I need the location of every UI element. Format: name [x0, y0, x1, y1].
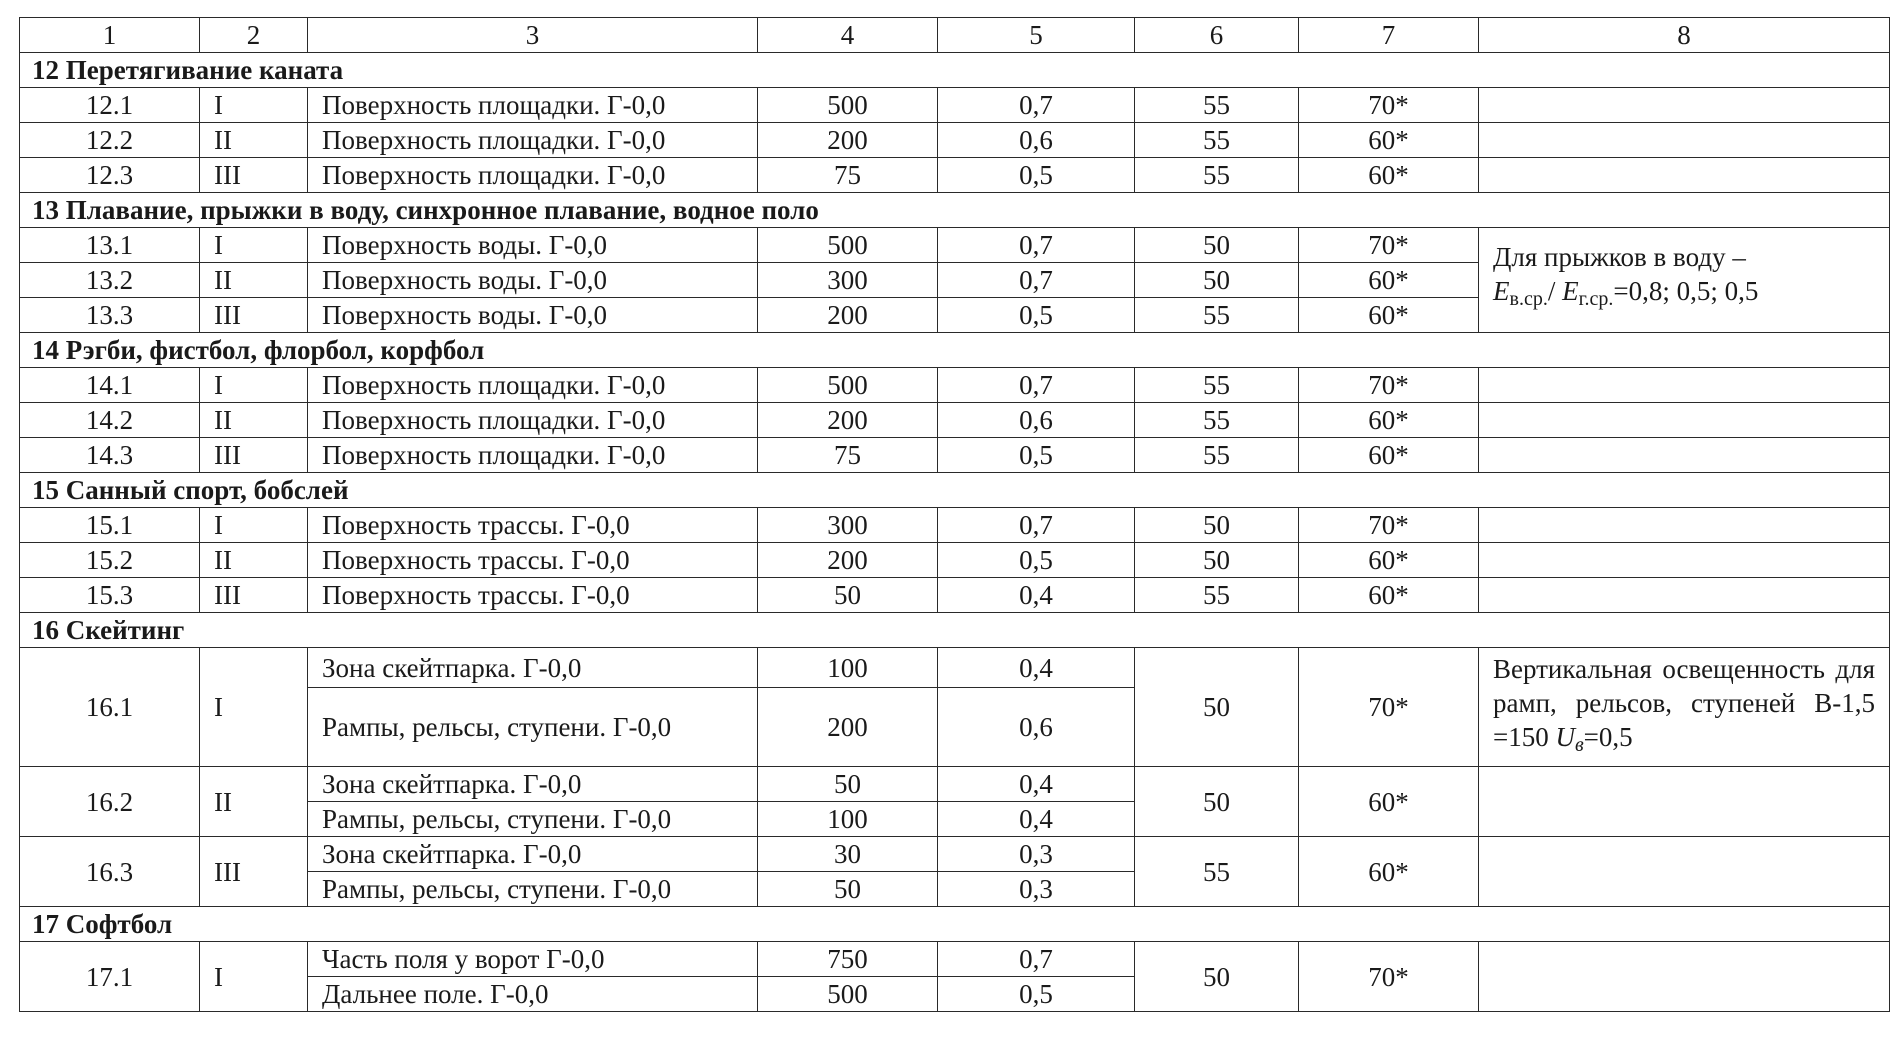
value-cell-4: 100	[758, 648, 938, 688]
description-cell: Поверхность воды. Г-0,0	[308, 263, 758, 298]
value-cell-6: 50	[1135, 543, 1299, 578]
value-cell-6: 55	[1135, 837, 1299, 907]
value-cell-4: 200	[758, 688, 938, 767]
value-cell-4: 75	[758, 438, 938, 473]
e-symbol: E	[1562, 276, 1579, 306]
item-number: 12.1	[20, 88, 200, 123]
header-cell: 8	[1479, 18, 1890, 53]
item-number: 15.1	[20, 508, 200, 543]
value-cell-6: 55	[1135, 578, 1299, 613]
class-cell: I	[200, 508, 308, 543]
value-cell-6: 55	[1135, 298, 1299, 333]
table-row	[20, 228, 1890, 263]
value-cell-5: 0,3	[938, 837, 1135, 872]
table-row	[20, 648, 1890, 688]
table-row	[20, 438, 1890, 473]
value-cell-4: 300	[758, 508, 938, 543]
section-heading-row	[20, 53, 1890, 88]
item-number: 15.2	[20, 543, 200, 578]
description-cell: Поверхность площадки. Г-0,0	[308, 158, 758, 193]
section-heading-row	[20, 907, 1890, 942]
header-cell: 3	[308, 18, 758, 53]
description-cell: Поверхность трассы. Г-0,0	[308, 543, 758, 578]
class-cell: III	[200, 158, 308, 193]
ratio-values: =0,8; 0,5; 0,5	[1613, 276, 1759, 306]
value-cell-5: 0,4	[938, 578, 1135, 613]
table-row	[20, 767, 1890, 802]
header-cell: 4	[758, 18, 938, 53]
class-cell: I	[200, 368, 308, 403]
item-number: 12.3	[20, 158, 200, 193]
value-cell-6: 50	[1135, 263, 1299, 298]
u-symbol: U	[1555, 722, 1575, 752]
table-row	[20, 88, 1890, 123]
u-subscript: в	[1574, 734, 1584, 756]
header-cell: 1	[20, 18, 200, 53]
description-cell: Поверхность воды. Г-0,0	[308, 228, 758, 263]
note-cell	[1479, 543, 1890, 578]
value-cell-5: 0,4	[938, 648, 1135, 688]
value-cell-7: 60*	[1299, 158, 1479, 193]
item-number: 14.1	[20, 368, 200, 403]
note-cell	[1479, 942, 1890, 1012]
value-cell-4: 300	[758, 263, 938, 298]
value-cell-5: 0,3	[938, 872, 1135, 907]
item-number: 15.3	[20, 578, 200, 613]
value-cell-7: 70*	[1299, 88, 1479, 123]
class-cell: I	[200, 88, 308, 123]
note-cell	[1479, 767, 1890, 837]
value-cell-5: 0,7	[938, 508, 1135, 543]
item-number: 14.3	[20, 438, 200, 473]
class-cell: I	[200, 228, 308, 263]
description-cell: Часть поля у ворот Г-0,0	[308, 942, 758, 977]
value-cell-6: 50	[1135, 767, 1299, 837]
description-cell: Зона скейтпарка. Г-0,0	[308, 648, 758, 688]
class-cell: III	[200, 438, 308, 473]
diving-note-line1: Для прыжков в воду –	[1493, 242, 1746, 272]
value-cell-6: 50	[1135, 508, 1299, 543]
value-cell-7: 60*	[1299, 438, 1479, 473]
value-cell-7: 70*	[1299, 508, 1479, 543]
description-cell: Рампы, рельсы, ступени. Г-0,0	[308, 802, 758, 837]
class-cell: I	[200, 648, 308, 767]
value-cell-4: 750	[758, 942, 938, 977]
value-cell-4: 500	[758, 368, 938, 403]
value-cell-4: 30	[758, 837, 938, 872]
value-cell-5: 0,5	[938, 438, 1135, 473]
section-heading-row	[20, 473, 1890, 508]
item-number: 16.2	[20, 767, 200, 837]
class-cell: II	[200, 543, 308, 578]
note-cell	[1479, 88, 1890, 123]
value-cell-5: 0,7	[938, 228, 1135, 263]
value-cell-4: 100	[758, 802, 938, 837]
table-row	[20, 158, 1890, 193]
value-cell-4: 50	[758, 578, 938, 613]
description-cell: Поверхность площадки. Г-0,0	[308, 88, 758, 123]
note-cell	[1479, 123, 1890, 158]
table-row	[20, 543, 1890, 578]
value-cell-5: 0,5	[938, 977, 1135, 1012]
item-number: 16.3	[20, 837, 200, 907]
value-cell-4: 200	[758, 123, 938, 158]
description-cell: Зона скейтпарка. Г-0,0	[308, 767, 758, 802]
note-cell	[1479, 837, 1890, 907]
value-cell-4: 500	[758, 228, 938, 263]
value-cell-7: 60*	[1299, 543, 1479, 578]
value-cell-4: 500	[758, 977, 938, 1012]
value-cell-4: 500	[758, 88, 938, 123]
value-cell-4: 50	[758, 872, 938, 907]
table-row	[20, 403, 1890, 438]
note-cell	[1479, 578, 1890, 613]
value-cell-7: 60*	[1299, 263, 1479, 298]
vertical-note-text: Вертикальная освещенность для рамп, рельсов, ступеней В-1,5 =150	[1493, 654, 1875, 752]
description-cell: Рампы, рельсы, ступени. Г-0,0	[308, 688, 758, 767]
description-cell: Дальнее поле. Г-0,0	[308, 977, 758, 1012]
section-title: 16 Скейтинг	[20, 613, 1890, 648]
table-row	[20, 837, 1890, 872]
item-number: 14.2	[20, 403, 200, 438]
value-cell-7: 70*	[1299, 648, 1479, 767]
section-heading-row	[20, 333, 1890, 368]
description-cell: Поверхность площадки. Г-0,0	[308, 403, 758, 438]
value-cell-7: 60*	[1299, 767, 1479, 837]
value-cell-7: 70*	[1299, 228, 1479, 263]
table-row	[20, 123, 1890, 158]
value-cell-5: 0,4	[938, 767, 1135, 802]
value-cell-4: 200	[758, 298, 938, 333]
value-cell-7: 70*	[1299, 368, 1479, 403]
description-cell: Поверхность площадки. Г-0,0	[308, 123, 758, 158]
value-cell-7: 60*	[1299, 403, 1479, 438]
value-cell-5: 0,7	[938, 263, 1135, 298]
item-number: 13.1	[20, 228, 200, 263]
note-cell	[1479, 403, 1890, 438]
section-title: 12 Перетягивание каната	[20, 53, 1890, 88]
value-cell-6: 55	[1135, 368, 1299, 403]
header-cell: 6	[1135, 18, 1299, 53]
description-cell: Поверхность трассы. Г-0,0	[308, 508, 758, 543]
value-cell-5: 0,6	[938, 403, 1135, 438]
value-cell-6: 55	[1135, 438, 1299, 473]
value-cell-5: 0,5	[938, 298, 1135, 333]
item-number: 12.2	[20, 123, 200, 158]
class-cell: II	[200, 123, 308, 158]
value-cell-5: 0,6	[938, 123, 1135, 158]
header-row	[20, 18, 1890, 53]
value-cell-4: 75	[758, 158, 938, 193]
lighting-norms-table	[19, 17, 1890, 1012]
value-cell-6: 50	[1135, 648, 1299, 767]
description-cell: Рампы, рельсы, ступени. Г-0,0	[308, 872, 758, 907]
e-symbol: E	[1493, 276, 1510, 306]
value-cell-6: 50	[1135, 942, 1299, 1012]
item-number: 13.3	[20, 298, 200, 333]
class-cell: III	[200, 298, 308, 333]
value-cell-7: 60*	[1299, 578, 1479, 613]
value-cell-5: 0,5	[938, 543, 1135, 578]
section-heading-row	[20, 193, 1890, 228]
item-number: 16.1	[20, 648, 200, 767]
value-cell-5: 0,7	[938, 942, 1135, 977]
class-cell: II	[200, 263, 308, 298]
table-row	[20, 508, 1890, 543]
note-cell	[1479, 368, 1890, 403]
class-cell: III	[200, 837, 308, 907]
value-cell-7: 60*	[1299, 298, 1479, 333]
description-cell: Поверхность воды. Г-0,0	[308, 298, 758, 333]
description-cell: Поверхность трассы. Г-0,0	[308, 578, 758, 613]
section-title: 17 Софтбол	[20, 907, 1890, 942]
uniformity-value: =0,5	[1583, 722, 1633, 752]
value-cell-5: 0,7	[938, 88, 1135, 123]
header-cell: 7	[1299, 18, 1479, 53]
value-cell-5: 0,7	[938, 368, 1135, 403]
vertical-illuminance-note-cell	[1479, 648, 1890, 767]
value-cell-6: 50	[1135, 228, 1299, 263]
section-heading-row	[20, 613, 1890, 648]
class-cell: II	[200, 403, 308, 438]
item-number: 17.1	[20, 942, 200, 1012]
description-cell: Поверхность площадки. Г-0,0	[308, 368, 758, 403]
value-cell-5: 0,4	[938, 802, 1135, 837]
section-title: 13 Плавание, прыжки в воду, синхронное плавание, водное поло	[20, 193, 1890, 228]
description-cell: Поверхность площадки. Г-0,0	[308, 438, 758, 473]
value-cell-7: 60*	[1299, 123, 1479, 158]
slash-text: /	[1547, 276, 1563, 306]
section-title: 15 Санный спорт, бобслей	[20, 473, 1890, 508]
class-cell: I	[200, 942, 308, 1012]
class-cell: II	[200, 767, 308, 837]
item-number: 13.2	[20, 263, 200, 298]
header-cell: 5	[938, 18, 1135, 53]
description-cell: Зона скейтпарка. Г-0,0	[308, 837, 758, 872]
table-row	[20, 942, 1890, 977]
value-cell-6: 55	[1135, 88, 1299, 123]
note-cell	[1479, 438, 1890, 473]
e-subscript-vertical: в.ср.	[1509, 288, 1548, 310]
value-cell-4: 200	[758, 543, 938, 578]
value-cell-5: 0,5	[938, 158, 1135, 193]
diving-note-cell	[1479, 228, 1890, 333]
header-cell: 2	[200, 18, 308, 53]
value-cell-4: 50	[758, 767, 938, 802]
value-cell-6: 55	[1135, 158, 1299, 193]
value-cell-6: 55	[1135, 403, 1299, 438]
value-cell-7: 60*	[1299, 837, 1479, 907]
value-cell-6: 55	[1135, 123, 1299, 158]
section-title: 14 Рэгби, фистбол, флорбол, корфбол	[20, 333, 1890, 368]
note-cell	[1479, 508, 1890, 543]
class-cell: III	[200, 578, 308, 613]
e-subscript-horizontal: г.ср.	[1578, 288, 1614, 310]
value-cell-7: 70*	[1299, 942, 1479, 1012]
table-row	[20, 368, 1890, 403]
value-cell-4: 200	[758, 403, 938, 438]
value-cell-5: 0,6	[938, 688, 1135, 767]
note-cell	[1479, 158, 1890, 193]
table-row	[20, 578, 1890, 613]
